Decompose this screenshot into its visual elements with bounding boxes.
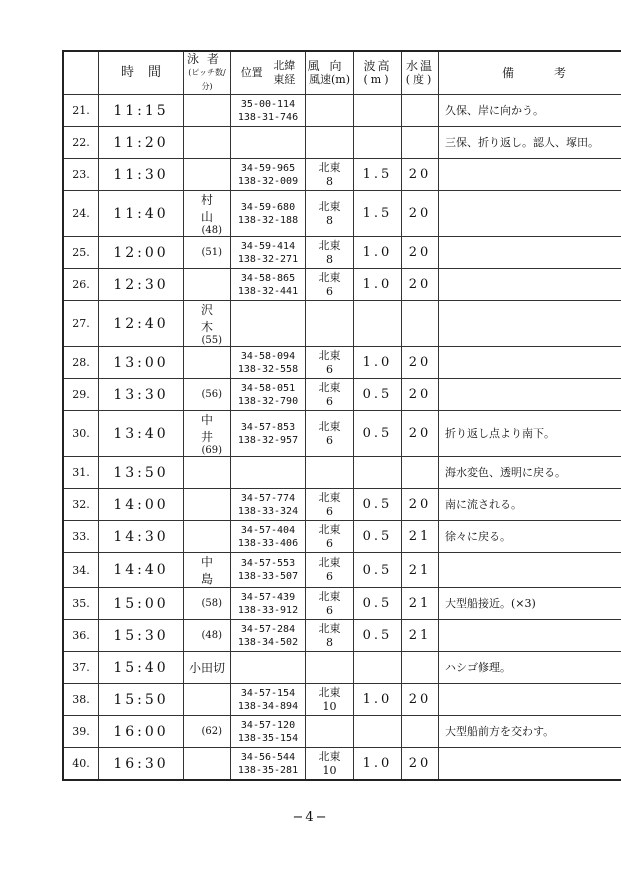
- row-position: [231, 159, 306, 191]
- row-water-temperature: 20: [402, 269, 439, 301]
- row-swimmer: [184, 127, 231, 159]
- row-wave-height: 1.0: [354, 684, 402, 716]
- latitude: 34-57-853: [240, 421, 296, 433]
- row-position: [231, 411, 306, 457]
- row-position: [231, 127, 306, 159]
- row-time: 13:40: [99, 411, 184, 457]
- row-wave-height: 1.5: [354, 159, 402, 191]
- swimmer-pitch: (48): [201, 630, 222, 641]
- row-time: 11:20: [99, 127, 184, 159]
- row-swimmer: [184, 347, 231, 379]
- row-water-temperature: 20: [402, 379, 439, 411]
- row-number: 37.: [63, 652, 99, 684]
- row-time: 14:40: [99, 553, 184, 588]
- row-wind: [306, 127, 354, 159]
- row-position: [231, 588, 306, 620]
- row-position: [231, 347, 306, 379]
- swimmer-name: 村山: [200, 193, 223, 224]
- wind-speed: 6: [326, 433, 333, 447]
- row-note: [439, 684, 621, 716]
- latitude: 34-57-553: [240, 558, 296, 569]
- table-row: [63, 379, 621, 411]
- row-note: [439, 159, 621, 191]
- longitude: 138-35-154: [237, 732, 299, 744]
- row-wind: [306, 411, 354, 457]
- header-temperature-unit: (度): [405, 73, 435, 86]
- header-swimmer-sub: (ピッチ数/分): [188, 68, 226, 91]
- row-wave-height: [354, 652, 402, 684]
- row-note: [439, 347, 621, 379]
- table-row: [63, 457, 621, 489]
- row-wind: [306, 521, 354, 553]
- latitude: 34-59-680: [240, 201, 296, 213]
- row-time: 15:40: [99, 652, 184, 684]
- wind-speed: 6: [326, 394, 333, 408]
- row-time: 11:40: [99, 191, 184, 237]
- row-note: 大型船前方を交わす。: [439, 716, 621, 748]
- wind-direction: 北東: [318, 621, 341, 635]
- table-row: [63, 411, 621, 457]
- row-time: 16:30: [99, 748, 184, 781]
- wind-direction: 北東: [318, 160, 341, 174]
- longitude: 138-33-507: [237, 571, 299, 582]
- wind-direction: 北東: [318, 490, 341, 504]
- row-wave-height: 0.5: [354, 521, 402, 553]
- row-note: 久保、岸に向かう。: [439, 95, 621, 127]
- row-wave-height: 0.5: [354, 620, 402, 652]
- latitude: 34-57-284: [240, 623, 296, 635]
- swimmer-pitch: (56): [201, 389, 222, 400]
- row-position: [231, 379, 306, 411]
- row-wave-height: 0.5: [354, 411, 402, 457]
- longitude: 138-35-281: [237, 764, 299, 776]
- swimmer-pitch: (69): [201, 445, 222, 456]
- row-swimmer: [184, 684, 231, 716]
- longitude: 138-34-894: [237, 700, 299, 712]
- wind-speed: 8: [326, 252, 333, 266]
- row-water-temperature: [402, 652, 439, 684]
- row-note: [439, 553, 621, 588]
- wind-direction: 北東: [318, 199, 341, 213]
- longitude: 138-32-009: [237, 175, 299, 187]
- row-wave-height: 1.0: [354, 748, 402, 781]
- row-water-temperature: 20: [402, 411, 439, 457]
- latitude: 34-57-404: [240, 524, 296, 536]
- row-time: 11:15: [99, 95, 184, 127]
- row-wind: [306, 652, 354, 684]
- header-row: [63, 51, 621, 95]
- wind-direction: 北東: [318, 685, 341, 699]
- row-swimmer: [184, 716, 231, 748]
- longitude: 138-31-746: [237, 111, 299, 123]
- row-water-temperature: 21: [402, 553, 439, 588]
- header-wind-speed: 風速(m): [308, 73, 350, 86]
- row-note: 三保、折り返し。認人、塚田。: [439, 127, 621, 159]
- row-position: [231, 191, 306, 237]
- row-note: 海水変色、透明に戻る。: [439, 457, 621, 489]
- table-row: [63, 237, 621, 269]
- row-water-temperature: 21: [402, 620, 439, 652]
- swimmer-name: 中井: [200, 413, 223, 444]
- wind-speed: 8: [326, 174, 333, 188]
- row-wave-height: 1.0: [354, 269, 402, 301]
- row-wind: [306, 489, 354, 521]
- row-time: 12:00: [99, 237, 184, 269]
- latitude: 34-57-120: [240, 719, 296, 731]
- row-swimmer: [184, 237, 231, 269]
- wind-direction: 北東: [318, 419, 341, 433]
- row-wind: [306, 95, 354, 127]
- row-swimmer: [184, 159, 231, 191]
- swimmer-pitch: (51): [201, 247, 222, 258]
- row-note: 大型船接近。(×3): [439, 588, 621, 620]
- row-note: 南に流される。: [439, 489, 621, 521]
- row-swimmer: [184, 620, 231, 652]
- longitude: 138-34-502: [237, 636, 299, 648]
- row-wind: [306, 301, 354, 347]
- row-time: 15:50: [99, 684, 184, 716]
- row-position: [231, 748, 306, 781]
- wind-speed: 8: [326, 213, 333, 227]
- row-wind: [306, 716, 354, 748]
- row-number: 21.: [63, 95, 99, 127]
- row-wind: [306, 588, 354, 620]
- row-wave-height: 0.5: [354, 588, 402, 620]
- row-number: 31.: [63, 457, 99, 489]
- row-wind: [306, 379, 354, 411]
- row-swimmer: [184, 553, 231, 588]
- table-row: [63, 588, 621, 620]
- table-row: [63, 620, 621, 652]
- row-number: 23.: [63, 159, 99, 191]
- latitude: 34-56-544: [240, 751, 296, 763]
- row-time: 14:00: [99, 489, 184, 521]
- row-wind: [306, 237, 354, 269]
- row-number: 39.: [63, 716, 99, 748]
- row-wave-height: [354, 95, 402, 127]
- row-position: [231, 684, 306, 716]
- table-row: [63, 748, 621, 781]
- longitude: 138-32-271: [237, 253, 299, 265]
- header-temperature-label: 水温: [405, 59, 434, 73]
- latitude: 34-57-154: [240, 687, 296, 699]
- wind-speed: 8: [326, 635, 333, 649]
- row-position: [231, 457, 306, 489]
- table-row: [63, 95, 621, 127]
- swimmer-pitch: (58): [201, 598, 222, 609]
- row-swimmer: [184, 748, 231, 781]
- wind-speed: 10: [322, 699, 337, 713]
- wind-direction: 北東: [318, 522, 341, 536]
- row-number: 36.: [63, 620, 99, 652]
- row-position: [231, 489, 306, 521]
- row-position: [231, 716, 306, 748]
- row-note: [439, 301, 621, 347]
- row-water-temperature: 20: [402, 489, 439, 521]
- latitude: 34-59-414: [240, 240, 296, 252]
- log-body: [63, 95, 621, 781]
- longitude: 138-32-790: [237, 395, 299, 407]
- row-wave-height: [354, 716, 402, 748]
- longitude: 138-33-324: [237, 505, 299, 517]
- row-water-temperature: 20: [402, 191, 439, 237]
- row-time: 16:00: [99, 716, 184, 748]
- row-water-temperature: [402, 716, 439, 748]
- row-time: 15:00: [99, 588, 184, 620]
- row-water-temperature: 21: [402, 521, 439, 553]
- header-wind-direction: 風向: [307, 59, 352, 73]
- table-row: [63, 191, 621, 237]
- row-time: 13:50: [99, 457, 184, 489]
- row-note: ハシゴ修理。: [439, 652, 621, 684]
- row-time: 11:30: [99, 159, 184, 191]
- row-wind: [306, 620, 354, 652]
- row-wave-height: 0.5: [354, 553, 402, 588]
- row-wave-height: 0.5: [354, 379, 402, 411]
- swimmer-pitch: (62): [201, 726, 222, 737]
- wind-speed: 6: [326, 362, 333, 376]
- row-note: [439, 191, 621, 237]
- row-wind: [306, 553, 354, 588]
- row-time: 14:30: [99, 521, 184, 553]
- header-swimmer: [184, 51, 231, 95]
- table-row: [63, 553, 621, 588]
- header-wave: [354, 51, 402, 95]
- row-swimmer: [184, 379, 231, 411]
- header-position: [231, 51, 306, 95]
- row-water-temperature: [402, 457, 439, 489]
- row-note: 折り返し点より南下。: [439, 411, 621, 457]
- row-number: 33.: [63, 521, 99, 553]
- row-wave-height: 1.5: [354, 191, 402, 237]
- row-number: 22.: [63, 127, 99, 159]
- row-note: [439, 620, 621, 652]
- row-wave-height: 0.5: [354, 489, 402, 521]
- wind-direction: 北東: [318, 589, 341, 603]
- page-number: −4−: [292, 810, 329, 825]
- row-swimmer: [184, 521, 231, 553]
- header-temperature: [402, 51, 439, 95]
- row-time: 12:40: [99, 301, 184, 347]
- swimmer-name: 中島: [200, 555, 223, 586]
- latitude: 34-57-774: [240, 492, 296, 504]
- longitude: 138-32-558: [237, 363, 299, 375]
- row-wave-height: 1.0: [354, 347, 402, 379]
- row-water-temperature: 21: [402, 588, 439, 620]
- row-time: 12:30: [99, 269, 184, 301]
- latitude: 35-00-114: [240, 98, 296, 110]
- wind-speed: 10: [322, 763, 337, 777]
- longitude: 138-32-957: [237, 434, 299, 446]
- row-number: 30.: [63, 411, 99, 457]
- row-number: 29.: [63, 379, 99, 411]
- row-water-temperature: [402, 95, 439, 127]
- longitude: 138-32-441: [237, 285, 299, 297]
- row-water-temperature: 20: [402, 748, 439, 781]
- row-wave-height: [354, 457, 402, 489]
- row-number: 25.: [63, 237, 99, 269]
- header-position-label: 位置: [240, 66, 263, 79]
- swim-log-table: [62, 50, 621, 781]
- row-number: 38.: [63, 684, 99, 716]
- header-wave-label: 波高: [363, 59, 392, 73]
- header-latitude: 北緯: [273, 59, 296, 72]
- log-sheet: [62, 50, 606, 781]
- wind-speed: 6: [326, 536, 333, 550]
- row-position: [231, 301, 306, 347]
- row-position: [231, 521, 306, 553]
- row-swimmer: [184, 457, 231, 489]
- row-position: [231, 553, 306, 588]
- table-row: [63, 652, 621, 684]
- row-wind: [306, 457, 354, 489]
- row-swimmer: [184, 411, 231, 457]
- row-wave-height: [354, 127, 402, 159]
- row-time: 13:30: [99, 379, 184, 411]
- row-number: 28.: [63, 347, 99, 379]
- table-row: [63, 269, 621, 301]
- row-number: 34.: [63, 553, 99, 588]
- wind-direction: 北東: [318, 749, 341, 763]
- row-wind: [306, 191, 354, 237]
- row-number: 32.: [63, 489, 99, 521]
- wind-direction: 北東: [318, 380, 341, 394]
- row-swimmer: [184, 269, 231, 301]
- row-number: 40.: [63, 748, 99, 781]
- latitude: 34-57-439: [240, 591, 296, 603]
- row-swimmer: [184, 652, 231, 684]
- row-wind: [306, 748, 354, 781]
- row-swimmer: [184, 588, 231, 620]
- table-row: [63, 521, 621, 553]
- longitude: 138-33-406: [237, 537, 299, 549]
- header-swimmer-label: 泳者: [186, 52, 227, 66]
- swimmer-pitch: (48): [201, 225, 222, 236]
- wind-speed: 6: [326, 284, 333, 298]
- table-row: [63, 489, 621, 521]
- table-row: [63, 684, 621, 716]
- latitude: 34-58-051: [240, 382, 296, 394]
- row-water-temperature: [402, 127, 439, 159]
- table-row: [63, 159, 621, 191]
- latitude: 34-58-094: [240, 350, 296, 362]
- row-water-temperature: 20: [402, 347, 439, 379]
- row-time: 13:00: [99, 347, 184, 379]
- wind-direction: 北東: [318, 238, 341, 252]
- row-water-temperature: 20: [402, 237, 439, 269]
- row-swimmer: [184, 191, 231, 237]
- latitude: 34-59-965: [240, 162, 296, 174]
- row-number: 35.: [63, 588, 99, 620]
- header-longitude: 東経: [273, 73, 296, 86]
- row-note: [439, 269, 621, 301]
- latitude: 34-58-865: [240, 272, 296, 284]
- row-water-temperature: 20: [402, 684, 439, 716]
- table-row: [63, 127, 621, 159]
- wind-direction: 北東: [318, 270, 341, 284]
- table-row: [63, 301, 621, 347]
- row-position: [231, 269, 306, 301]
- row-position: [231, 237, 306, 269]
- row-water-temperature: 20: [402, 159, 439, 191]
- row-position: [231, 620, 306, 652]
- row-position: [231, 95, 306, 127]
- row-position: [231, 652, 306, 684]
- header-time: 時間: [99, 51, 184, 95]
- row-swimmer: [184, 95, 231, 127]
- wind-speed: 6: [326, 603, 333, 617]
- wind-direction: 北東: [318, 556, 341, 569]
- row-number: 27.: [63, 301, 99, 347]
- wind-speed: 6: [326, 504, 333, 518]
- row-number: 24.: [63, 191, 99, 237]
- row-wind: [306, 347, 354, 379]
- wind-direction: 北東: [318, 348, 341, 362]
- header-wave-unit: (m): [363, 73, 392, 86]
- row-wave-height: [354, 301, 402, 347]
- swimmer-name: 沢木: [200, 303, 223, 334]
- header-wind: [306, 51, 354, 95]
- longitude: 138-32-188: [237, 214, 299, 226]
- wind-speed: 6: [326, 570, 333, 583]
- header-number: [63, 51, 99, 95]
- row-wind: [306, 269, 354, 301]
- row-water-temperature: [402, 301, 439, 347]
- row-swimmer: [184, 301, 231, 347]
- row-note: 徐々に戻る。: [439, 521, 621, 553]
- swimmer-name: 小田切: [188, 661, 225, 675]
- row-wind: [306, 684, 354, 716]
- row-swimmer: [184, 489, 231, 521]
- table-row: [63, 347, 621, 379]
- row-time: 15:30: [99, 620, 184, 652]
- row-wind: [306, 159, 354, 191]
- row-note: [439, 237, 621, 269]
- row-number: 26.: [63, 269, 99, 301]
- row-note: [439, 379, 621, 411]
- row-note: [439, 748, 621, 781]
- swimmer-pitch: (55): [201, 335, 222, 346]
- row-wave-height: 1.0: [354, 237, 402, 269]
- table-row: [63, 716, 621, 748]
- header-note: 備考: [439, 51, 621, 95]
- longitude: 138-33-912: [237, 604, 299, 616]
